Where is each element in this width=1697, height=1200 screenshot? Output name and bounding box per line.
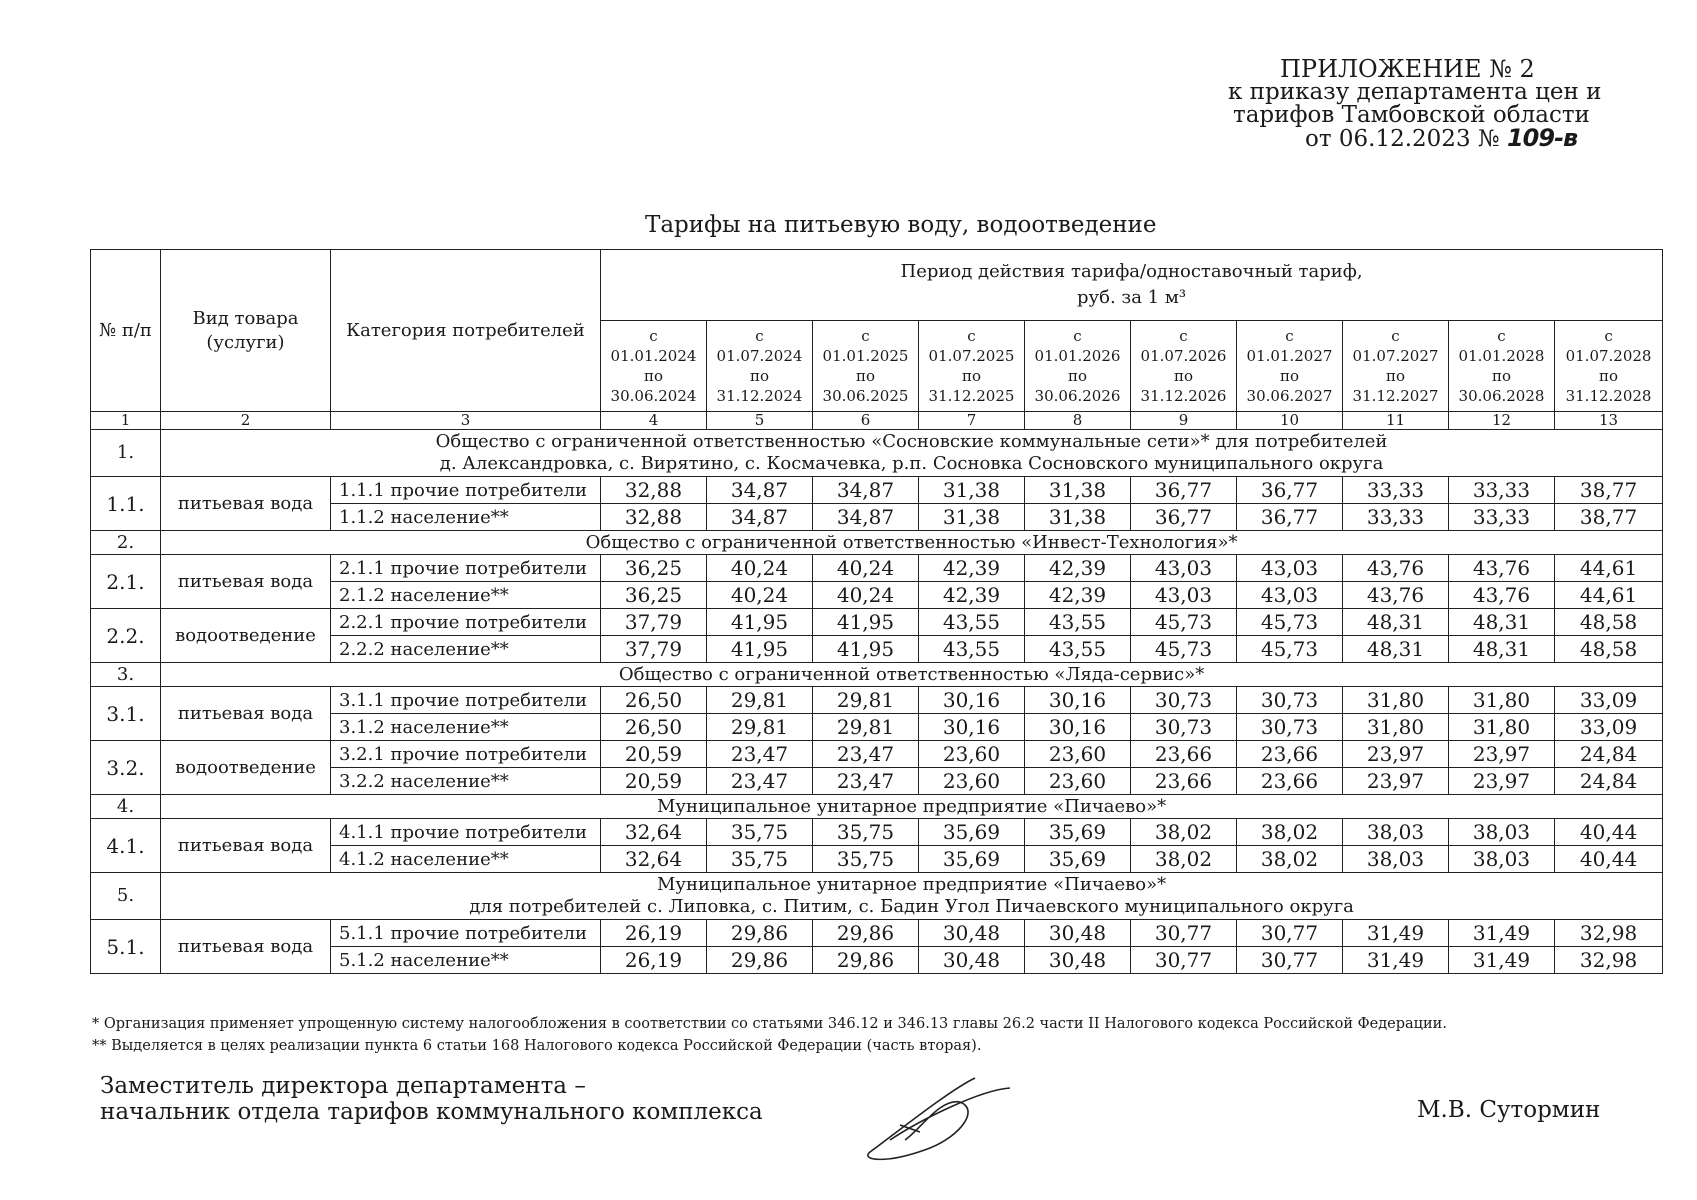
- tariff-value: 43,55: [1025, 636, 1131, 663]
- period-to: 31.12.2025: [928, 387, 1015, 405]
- period-from-label: с: [1604, 327, 1613, 345]
- signer-position-line-2: начальник отдела тарифов коммунального комплекса: [100, 1099, 763, 1125]
- period-from-label: с: [755, 327, 764, 345]
- consumer-category: 2.2.1 прочие потребители: [331, 609, 601, 636]
- tariff-value: 26,19: [601, 920, 707, 947]
- period-from: 01.07.2024: [716, 347, 803, 365]
- footnote-1: * Организация применяет упрощенную систему налогообложения в соответствии со статьями 346.12 и 346.13 главы 26.2 части II Налогового кодекса Российской Федерации.: [92, 1016, 1447, 1032]
- signer-name: М.В. Сутормин: [1417, 1097, 1601, 1123]
- tariff-value: 43,76: [1343, 582, 1449, 609]
- tariff-value: 35,69: [1025, 819, 1131, 846]
- tariff-value: 36,77: [1131, 504, 1237, 531]
- tariff-value: 40,24: [707, 555, 813, 582]
- tariff-value: 29,81: [707, 687, 813, 714]
- column-number: 12: [1449, 412, 1555, 430]
- org-name-line-1: Муниципальное унитарное предприятие «Пичаево»*: [656, 795, 1167, 817]
- appendix-line-4: [1150, 124, 1650, 152]
- tariff-value: 44,61: [1555, 555, 1663, 582]
- appendix-line-3: тарифов Тамбовской области: [1233, 102, 1590, 128]
- tariff-value: 30,16: [919, 714, 1025, 741]
- service-type: водоотведение: [161, 741, 331, 795]
- tariff-value: 30,16: [919, 687, 1025, 714]
- tariff-value: 31,49: [1343, 947, 1449, 974]
- period-from: 01.01.2025: [822, 347, 909, 365]
- tariff-value: 31,38: [919, 504, 1025, 531]
- period-to: 30.06.2026: [1034, 387, 1121, 405]
- tariff-value: 37,79: [601, 636, 707, 663]
- tariff-value: 38,03: [1449, 846, 1555, 873]
- column-number: 8: [1025, 412, 1131, 430]
- tariff-value: 35,75: [707, 819, 813, 846]
- period-from-label: с: [967, 327, 976, 345]
- tariff-value: 23,66: [1237, 768, 1343, 795]
- tariff-value: 29,86: [707, 947, 813, 974]
- consumer-category: 5.1.1 прочие потребители: [331, 920, 601, 947]
- consumer-category: 5.1.2 население**: [331, 947, 601, 974]
- tariff-value: 30,48: [919, 920, 1025, 947]
- period-from-label: с: [649, 327, 658, 345]
- header-period-cell: [1025, 321, 1131, 412]
- tariff-value: 31,38: [919, 477, 1025, 504]
- period-from: 01.07.2025: [928, 347, 1015, 365]
- tariff-value: 20,59: [601, 741, 707, 768]
- tariff-value: 23,97: [1449, 768, 1555, 795]
- group-number: 3.2.: [91, 741, 161, 795]
- header-period-cell: [707, 321, 813, 412]
- tariff-value: 35,75: [813, 819, 919, 846]
- period-from: 01.01.2027: [1246, 347, 1333, 365]
- period-to: 31.12.2028: [1565, 387, 1652, 405]
- tariff-value: 43,03: [1237, 555, 1343, 582]
- period-to-label: по: [1385, 367, 1406, 385]
- tariff-value: 44,61: [1555, 582, 1663, 609]
- tariff-value: 29,81: [707, 714, 813, 741]
- tariff-value: 30,77: [1131, 947, 1237, 974]
- tariff-value: 43,76: [1449, 582, 1555, 609]
- period-from: 01.01.2026: [1034, 347, 1121, 365]
- tariff-value: 36,25: [601, 582, 707, 609]
- tariff-value: 36,77: [1131, 477, 1237, 504]
- org-name-line-2: для потребителей с. Липовка, с. Питим, с. Бадин Угол Пичаевского муниципального округа: [469, 896, 1354, 917]
- header-num: № п/п: [91, 250, 161, 412]
- tariff-value: 23,60: [1025, 768, 1131, 795]
- section-number: 5.: [91, 873, 161, 920]
- tariff-value: 23,60: [919, 768, 1025, 795]
- period-from: 01.01.2024: [610, 347, 697, 365]
- appendix-title: ПРИЛОЖЕНИЕ № 2: [1280, 55, 1535, 83]
- org-name-line-1: Общество с ограниченной ответственностью «Сосновские коммунальные сети»* для потребителей: [435, 431, 1388, 452]
- period-to-label: по: [961, 367, 982, 385]
- service-type: питьевая вода: [161, 819, 331, 873]
- tariff-value: 31,49: [1343, 920, 1449, 947]
- column-number: 5: [707, 412, 813, 430]
- tariff-value: 38,03: [1449, 819, 1555, 846]
- tariff-value: 42,39: [1025, 582, 1131, 609]
- org-row: [91, 663, 1663, 687]
- tariff-value: 43,55: [1025, 609, 1131, 636]
- consumer-category: 3.2.1 прочие потребители: [331, 741, 601, 768]
- header-period-cell: [1555, 321, 1663, 412]
- tariff-table: [90, 249, 1663, 974]
- tariff-value: 23,66: [1131, 768, 1237, 795]
- tariff-value: 40,44: [1555, 819, 1663, 846]
- tariff-value: 48,31: [1343, 636, 1449, 663]
- group-number: 3.1.: [91, 687, 161, 741]
- tariff-value: 33,33: [1343, 504, 1449, 531]
- tariff-value: 34,87: [707, 477, 813, 504]
- tariff-value: 42,39: [919, 555, 1025, 582]
- consumer-category: 2.1.2 население**: [331, 582, 601, 609]
- tariff-value: 33,33: [1343, 477, 1449, 504]
- appendix-line-2: к приказу департамента цен и: [1228, 79, 1602, 105]
- tariff-value: 29,81: [813, 687, 919, 714]
- tariff-value: 38,02: [1237, 846, 1343, 873]
- section-number: 4.: [91, 795, 161, 819]
- group-number: 4.1.: [91, 819, 161, 873]
- tariff-value: 38,02: [1131, 846, 1237, 873]
- header-row-main: [91, 250, 1663, 321]
- org-name: [161, 430, 1663, 477]
- tariff-value: 32,98: [1555, 947, 1663, 974]
- tariff-value: 31,80: [1449, 687, 1555, 714]
- tariff-value: 48,58: [1555, 609, 1663, 636]
- service-type: питьевая вода: [161, 687, 331, 741]
- org-name-line-2: д. Александровка, с. Вирятино, с. Космачевка, р.п. Сосновка Сосновского муниципального округа: [439, 453, 1384, 474]
- org-name-line-1: Общество с ограниченной ответственностью «Инвест-Технология»*: [585, 531, 1238, 553]
- tariff-value: 43,03: [1237, 582, 1343, 609]
- signer-position-line-1: Заместитель директора департамента –: [100, 1073, 586, 1099]
- tariff-value: 33,09: [1555, 714, 1663, 741]
- consumer-category: 1.1.2 население**: [331, 504, 601, 531]
- column-number: 7: [919, 412, 1025, 430]
- tariff-value: 41,95: [707, 636, 813, 663]
- header-category: Категория потребителей: [331, 250, 601, 412]
- tariff-value: 38,02: [1237, 819, 1343, 846]
- tariff-value: 31,80: [1449, 714, 1555, 741]
- tariff-value: 23,60: [919, 741, 1025, 768]
- tariff-value: 42,39: [919, 582, 1025, 609]
- group-number: 2.1.: [91, 555, 161, 609]
- column-number: 13: [1555, 412, 1663, 430]
- header-period-cell: [1131, 321, 1237, 412]
- tariff-value: 34,87: [813, 504, 919, 531]
- tariff-value: 33,33: [1449, 504, 1555, 531]
- column-number: 11: [1343, 412, 1449, 430]
- tariff-value: 35,75: [813, 846, 919, 873]
- tariff-row: [91, 555, 1663, 582]
- service-type: питьевая вода: [161, 477, 331, 531]
- period-to: 30.06.2024: [610, 387, 697, 405]
- consumer-category: 3.1.2 население**: [331, 714, 601, 741]
- tariff-value: 33,09: [1555, 687, 1663, 714]
- tariff-value: 32,98: [1555, 920, 1663, 947]
- tariff-value: 34,87: [707, 504, 813, 531]
- document-title: Тарифы на питьевую воду, водоотведение: [645, 212, 1157, 238]
- group-number: 1.1.: [91, 477, 161, 531]
- service-type: питьевая вода: [161, 920, 331, 974]
- org-name: [161, 873, 1663, 920]
- period-to-label: по: [749, 367, 770, 385]
- tariff-value: 43,55: [919, 636, 1025, 663]
- tariff-row: [91, 477, 1663, 504]
- tariff-value: 30,48: [919, 947, 1025, 974]
- tariff-value: 23,47: [707, 768, 813, 795]
- tariff-value: 40,44: [1555, 846, 1663, 873]
- tariff-row: [91, 687, 1663, 714]
- tariff-value: 26,19: [601, 947, 707, 974]
- column-number: 10: [1237, 412, 1343, 430]
- tariff-value: 40,24: [813, 582, 919, 609]
- tariff-value: 30,73: [1131, 714, 1237, 741]
- org-name-line-1: Муниципальное унитарное предприятие «Пичаево»*: [656, 874, 1167, 895]
- tariff-value: 32,64: [601, 846, 707, 873]
- header-period-cell: [919, 321, 1025, 412]
- section-number: 2.: [91, 531, 161, 555]
- tariff-row: [91, 819, 1663, 846]
- tariff-value: 43,03: [1131, 555, 1237, 582]
- period-from: 01.01.2028: [1458, 347, 1545, 365]
- org-row: [91, 795, 1663, 819]
- tariff-value: 35,75: [707, 846, 813, 873]
- tariff-value: 33,33: [1449, 477, 1555, 504]
- section-number: 1.: [91, 430, 161, 477]
- header-period-cell: [601, 321, 707, 412]
- period-from: 01.07.2028: [1565, 347, 1652, 365]
- tariff-value: 48,31: [1449, 609, 1555, 636]
- consumer-category: 4.1.1 прочие потребители: [331, 819, 601, 846]
- tariff-value: 38,02: [1131, 819, 1237, 846]
- tariff-value: 31,38: [1025, 504, 1131, 531]
- tariff-value: 31,38: [1025, 477, 1131, 504]
- appendix-header: [1150, 55, 1650, 152]
- tariff-value: 23,60: [1025, 741, 1131, 768]
- tariff-value: 48,31: [1449, 636, 1555, 663]
- tariff-value: 38,77: [1555, 504, 1663, 531]
- tariff-value: 43,76: [1449, 555, 1555, 582]
- footnotes: [92, 1013, 1447, 1057]
- tariff-value: 32,88: [601, 504, 707, 531]
- section-number: 3.: [91, 663, 161, 687]
- period-to-label: по: [1067, 367, 1088, 385]
- header-period: [601, 250, 1663, 321]
- header-period-cell: [1237, 321, 1343, 412]
- handwritten-signature: [860, 1070, 1020, 1170]
- consumer-category: 3.1.1 прочие потребители: [331, 687, 601, 714]
- tariff-value: 37,79: [601, 609, 707, 636]
- period-from-label: с: [1391, 327, 1400, 345]
- tariff-value: 31,49: [1449, 947, 1555, 974]
- service-type: водоотведение: [161, 609, 331, 663]
- tariff-row: [91, 741, 1663, 768]
- tariff-value: 29,81: [813, 714, 919, 741]
- tariff-value: 30,16: [1025, 687, 1131, 714]
- tariff-value: 30,16: [1025, 714, 1131, 741]
- tariff-value: 30,77: [1237, 920, 1343, 947]
- tariff-row: [91, 609, 1663, 636]
- period-to-label: по: [855, 367, 876, 385]
- tariff-value: 23,66: [1131, 741, 1237, 768]
- period-to-label: по: [1279, 367, 1300, 385]
- tariff-value: 23,47: [813, 768, 919, 795]
- period-to-label: по: [1599, 367, 1619, 385]
- tariff-value: 30,48: [1025, 947, 1131, 974]
- tariff-value: 42,39: [1025, 555, 1131, 582]
- period-from-label: с: [1285, 327, 1294, 345]
- tariff-value: 32,64: [601, 819, 707, 846]
- tariff-value: 45,73: [1237, 609, 1343, 636]
- tariff-value: 26,50: [601, 714, 707, 741]
- period-to: 30.06.2027: [1246, 387, 1333, 405]
- tariff-value: 35,69: [919, 819, 1025, 846]
- tariff-value: 34,87: [813, 477, 919, 504]
- group-number: 2.2.: [91, 609, 161, 663]
- tariff-value: 40,24: [813, 555, 919, 582]
- header-row-column-numbers: [91, 412, 1663, 430]
- tariff-value: 36,77: [1237, 477, 1343, 504]
- org-row: [91, 873, 1663, 920]
- period-to-label: по: [1491, 367, 1512, 385]
- tariff-value: 32,88: [601, 477, 707, 504]
- period-to: 31.12.2027: [1352, 387, 1439, 405]
- period-to: 30.06.2028: [1458, 387, 1545, 405]
- header-period-line-1: Период действия тарифа/одноставочный тариф,: [900, 261, 1363, 282]
- tariff-row: [91, 920, 1663, 947]
- tariff-value: 38,03: [1343, 846, 1449, 873]
- tariff-value: 23,97: [1343, 741, 1449, 768]
- tariff-value: 43,76: [1343, 555, 1449, 582]
- period-to: 30.06.2025: [822, 387, 909, 405]
- org-name: [161, 663, 1663, 687]
- tariff-value: 36,77: [1237, 504, 1343, 531]
- tariff-value: 41,95: [707, 609, 813, 636]
- tariff-value: 20,59: [601, 768, 707, 795]
- signer-position: [100, 1073, 763, 1125]
- header-period-cell: [1449, 321, 1555, 412]
- period-to: 31.12.2026: [1140, 387, 1227, 405]
- tariff-value: 48,31: [1343, 609, 1449, 636]
- footnote-2: ** Выделяется в целях реализации пункта 6 статьи 168 Налогового кодекса Российской Федерации (часть вторая).: [92, 1038, 982, 1054]
- tariff-value: 23,47: [707, 741, 813, 768]
- tariff-value: 48,58: [1555, 636, 1663, 663]
- period-from: 01.07.2027: [1352, 347, 1439, 365]
- tariff-value: 45,73: [1131, 609, 1237, 636]
- org-row: [91, 430, 1663, 477]
- consumer-category: 2.1.1 прочие потребители: [331, 555, 601, 582]
- period-from-label: с: [1497, 327, 1506, 345]
- tariff-value: 45,73: [1131, 636, 1237, 663]
- org-name: [161, 531, 1663, 555]
- consumer-category: 4.1.2 население**: [331, 846, 601, 873]
- tariff-value: 31,49: [1449, 920, 1555, 947]
- tariff-value: 29,86: [813, 920, 919, 947]
- period-from-label: с: [861, 327, 870, 345]
- column-number: 2: [161, 412, 331, 430]
- org-name-line-1: Общество с ограниченной ответственностью «Ляда-сервис»*: [618, 663, 1205, 685]
- service-type: питьевая вода: [161, 555, 331, 609]
- order-number-handwritten: 109-в: [1506, 124, 1578, 152]
- tariff-value: 45,73: [1237, 636, 1343, 663]
- tariff-value: 30,48: [1025, 920, 1131, 947]
- tariff-value: 29,86: [707, 920, 813, 947]
- tariff-value: 30,73: [1237, 687, 1343, 714]
- org-name: [161, 795, 1663, 819]
- tariff-value: 31,80: [1343, 714, 1449, 741]
- consumer-category: 1.1.1 прочие потребители: [331, 477, 601, 504]
- tariff-value: 43,03: [1131, 582, 1237, 609]
- tariff-value: 41,95: [813, 609, 919, 636]
- tariff-value: 35,69: [919, 846, 1025, 873]
- tariff-value: 30,73: [1131, 687, 1237, 714]
- tariff-value: 30,77: [1131, 920, 1237, 947]
- column-number: 6: [813, 412, 919, 430]
- period-from: 01.07.2026: [1140, 347, 1227, 365]
- tariff-value: 43,55: [919, 609, 1025, 636]
- org-row: [91, 531, 1663, 555]
- column-number: 9: [1131, 412, 1237, 430]
- header-period-cell: [1343, 321, 1449, 412]
- order-date: от 06.12.2023 №: [1305, 126, 1500, 152]
- column-number: 3: [331, 412, 601, 430]
- group-number: 5.1.: [91, 920, 161, 974]
- tariff-value: 24,84: [1555, 741, 1663, 768]
- tariff-value: 23,97: [1343, 768, 1449, 795]
- tariff-value: 26,50: [601, 687, 707, 714]
- consumer-category: 3.2.2 население**: [331, 768, 601, 795]
- tariff-value: 29,86: [813, 947, 919, 974]
- period-from-label: с: [1073, 327, 1082, 345]
- header-service: Вид товара (услуги): [161, 250, 331, 412]
- tariff-value: 30,73: [1237, 714, 1343, 741]
- tariff-value: 23,66: [1237, 741, 1343, 768]
- tariff-value: 23,47: [813, 741, 919, 768]
- tariff-value: 23,97: [1449, 741, 1555, 768]
- column-number: 4: [601, 412, 707, 430]
- tariff-value: 36,25: [601, 555, 707, 582]
- header-period-line-2: руб. за 1 м³: [1077, 287, 1187, 308]
- header-period-cell: [813, 321, 919, 412]
- period-to-label: по: [1173, 367, 1194, 385]
- consumer-category: 2.2.2 население**: [331, 636, 601, 663]
- period-to: 31.12.2024: [716, 387, 803, 405]
- column-number: 1: [91, 412, 161, 430]
- period-to-label: по: [643, 367, 664, 385]
- tariff-value: 30,77: [1237, 947, 1343, 974]
- period-from-label: с: [1179, 327, 1188, 345]
- tariff-value: 31,80: [1343, 687, 1449, 714]
- tariff-value: 38,77: [1555, 477, 1663, 504]
- tariff-value: 41,95: [813, 636, 919, 663]
- tariff-value: 40,24: [707, 582, 813, 609]
- tariff-value: 35,69: [1025, 846, 1131, 873]
- tariff-value: 38,03: [1343, 819, 1449, 846]
- tariff-value: 24,84: [1555, 768, 1663, 795]
